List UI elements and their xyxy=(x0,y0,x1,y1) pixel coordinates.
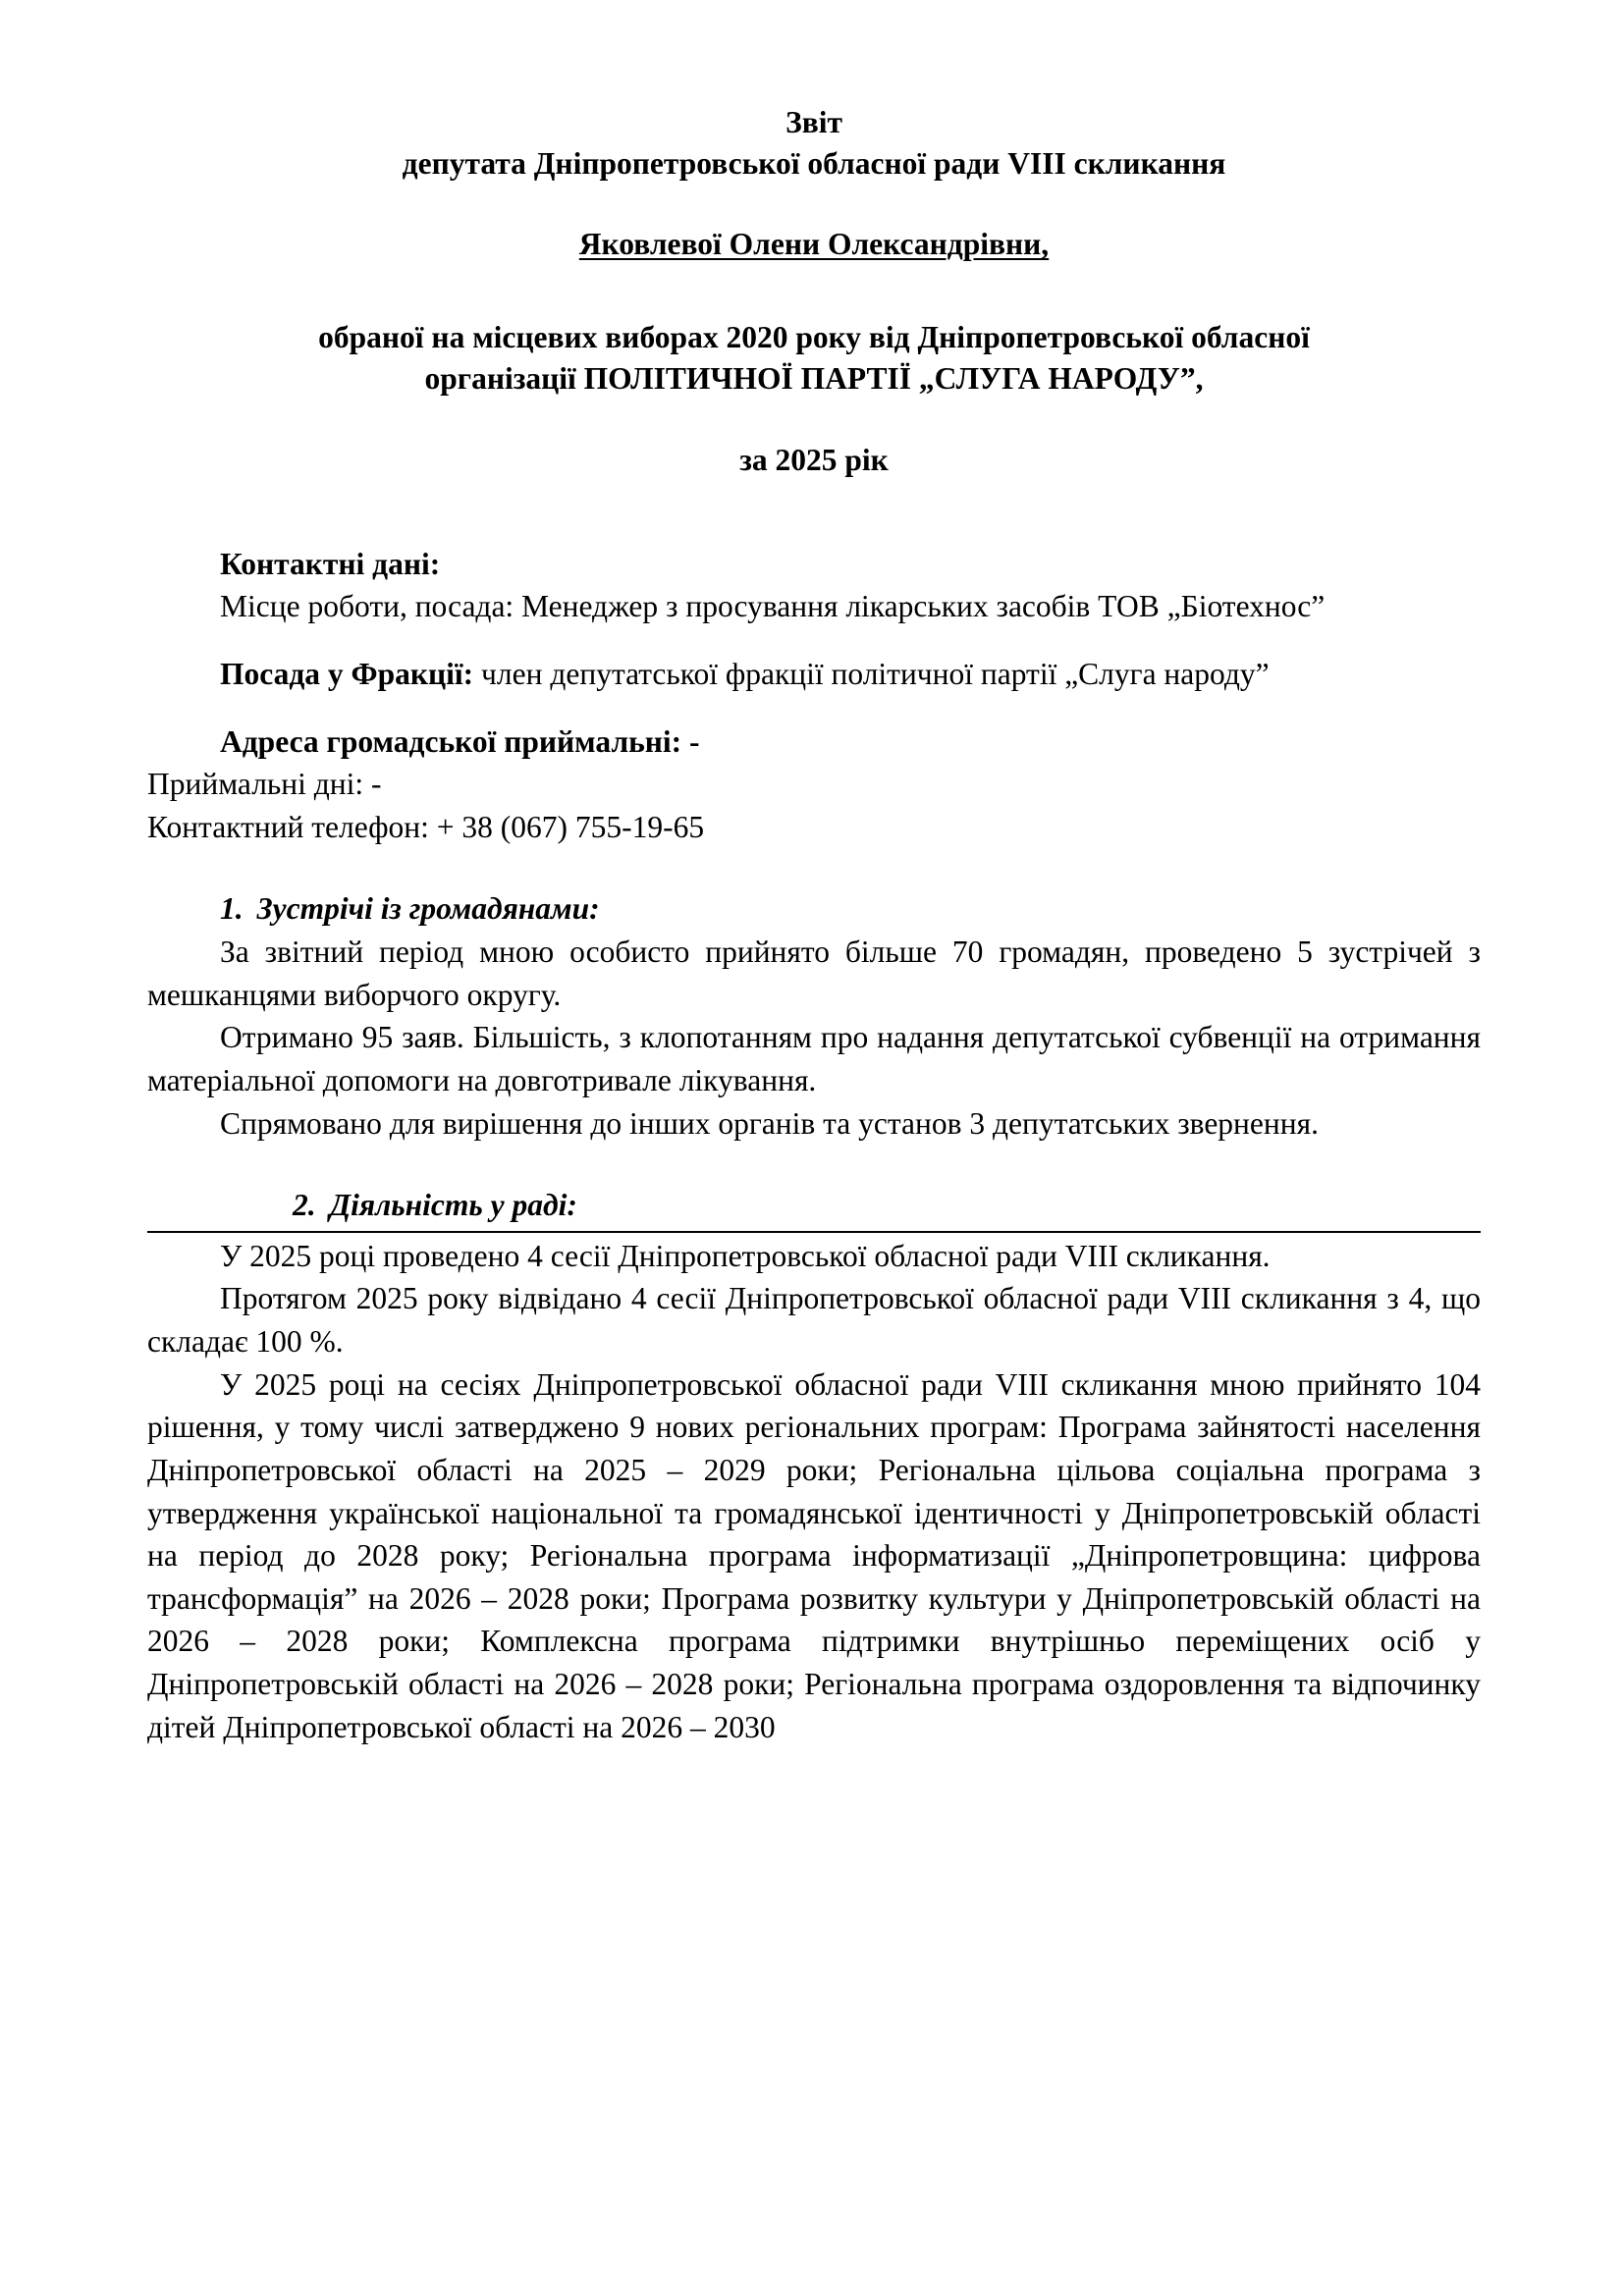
deputy-name-text: Яковлевої Олени Олександрівни, xyxy=(578,227,1050,262)
section-1-paragraph-3: Спрямовано для вирішення до інших органів та установ 3 депутатських звернення. xyxy=(220,1105,1319,1141)
report-period: за 2025 рік xyxy=(739,443,889,478)
contacts-heading-text: Контактні дані: xyxy=(220,546,441,581)
report-title-line-1: Звіт xyxy=(785,105,842,139)
faction-label: Посада у Фракції: xyxy=(220,656,474,691)
section-2-title: Діяльність у раді: xyxy=(329,1188,577,1223)
section-1-paragraph-1: За звітний період мною особисто прийнято більше 70 громадян, проведено 5 зустрічей з мешканцями виборчого округу. xyxy=(147,934,1481,1012)
spacer-after-election xyxy=(147,400,1481,439)
section-2-number: 2. xyxy=(293,1188,316,1223)
section-2-paragraph-2: Протягом 2025 року відвідано 4 сесії Дніпропетровської обласної ради VIII скликання з 4, що складає 100 %. xyxy=(147,1281,1481,1360)
section-2-heading xyxy=(147,1184,1481,1233)
document-body xyxy=(147,102,1481,1748)
contacts-heading xyxy=(147,543,1481,586)
election-line-2: організації ПОЛІТИЧНОЇ ПАРТІЇ „СЛУГА НАРОДУ”, xyxy=(424,360,1204,396)
section-1-heading xyxy=(147,887,1481,931)
spacer-after-faction xyxy=(147,696,1481,721)
election-line-1: обраної на місцевих виборах 2020 року від Дніпропетровської обласної xyxy=(318,319,1310,354)
faction-value: член депутатської фракції політичної партії „Слуга народу” xyxy=(481,656,1270,691)
spacer-before-section-1 xyxy=(147,848,1481,887)
section-2-paragraph-1: У 2025 році проведено 4 сесії Дніпропетровської обласної ради VIII скликання. xyxy=(220,1238,1271,1273)
contacts-reception-address xyxy=(147,721,1481,764)
reception-address-label: Адреса громадської приймальні: xyxy=(220,723,682,759)
deputy-name xyxy=(147,224,1481,265)
spacer-after-title xyxy=(147,185,1481,224)
spacer-before-section-2 xyxy=(147,1145,1481,1184)
report-title-line-2: депутата Дніпропетровської обласної ради VIII скликання xyxy=(402,146,1226,182)
section-1-title: Зустрічі із громадянами: xyxy=(256,891,600,927)
spacer-after-workplace xyxy=(147,628,1481,653)
reception-address-value: - xyxy=(689,723,700,759)
spacer-after-name xyxy=(147,266,1481,317)
section-2-heading-inner xyxy=(220,1184,577,1227)
spacer-before-contacts xyxy=(147,482,1481,543)
contacts-phone: Контактний телефон: + 38 (067) 755-19-65 xyxy=(147,809,705,844)
contacts-reception-days: Приймальні дні: - xyxy=(147,767,382,802)
contacts-workplace: Місце роботи, посада: Менеджер з просування лікарських засобів ТОВ „Біотехнос” xyxy=(220,589,1326,624)
section-2-paragraph-3: У 2025 році на сесіях Дніпропетровської обласної ради VIII скликання мною прийнято 104 рішення, у тому числі затверджено 9 нових регіональних програм: Програма зайнятості населення Дніпропетровської області на 2025 – 2029 роки; Регіональна цільова соціальна програма з утвердження української національної та громадянської ідентичності у Дніпропетровській області на період до 2028 року; Регіональна програма інформатизації „Дніпропетровщина: цифрова трансформація” на 2026 – 2028 роки; Програма розвитку культури у Дніпропетровській області на 2026 – 2028 роки; Комплексна програма підтримки внутрішньо переміщених осіб у Дніпропетровській області на 2026 – 2028 роки; Регіональна програма оздоровлення та відпочинку дітей Дніпропетровської області на 2026 – 2030 xyxy=(147,1366,1481,1744)
contacts-faction xyxy=(147,653,1481,696)
section-1-number: 1. xyxy=(220,891,244,927)
section-1-paragraph-2: Отримано 95 заяв. Більшість, з клопотанням про надання депутатської субвенції на отримання матеріальної допомоги на довготривале лікування. xyxy=(147,1020,1481,1097)
